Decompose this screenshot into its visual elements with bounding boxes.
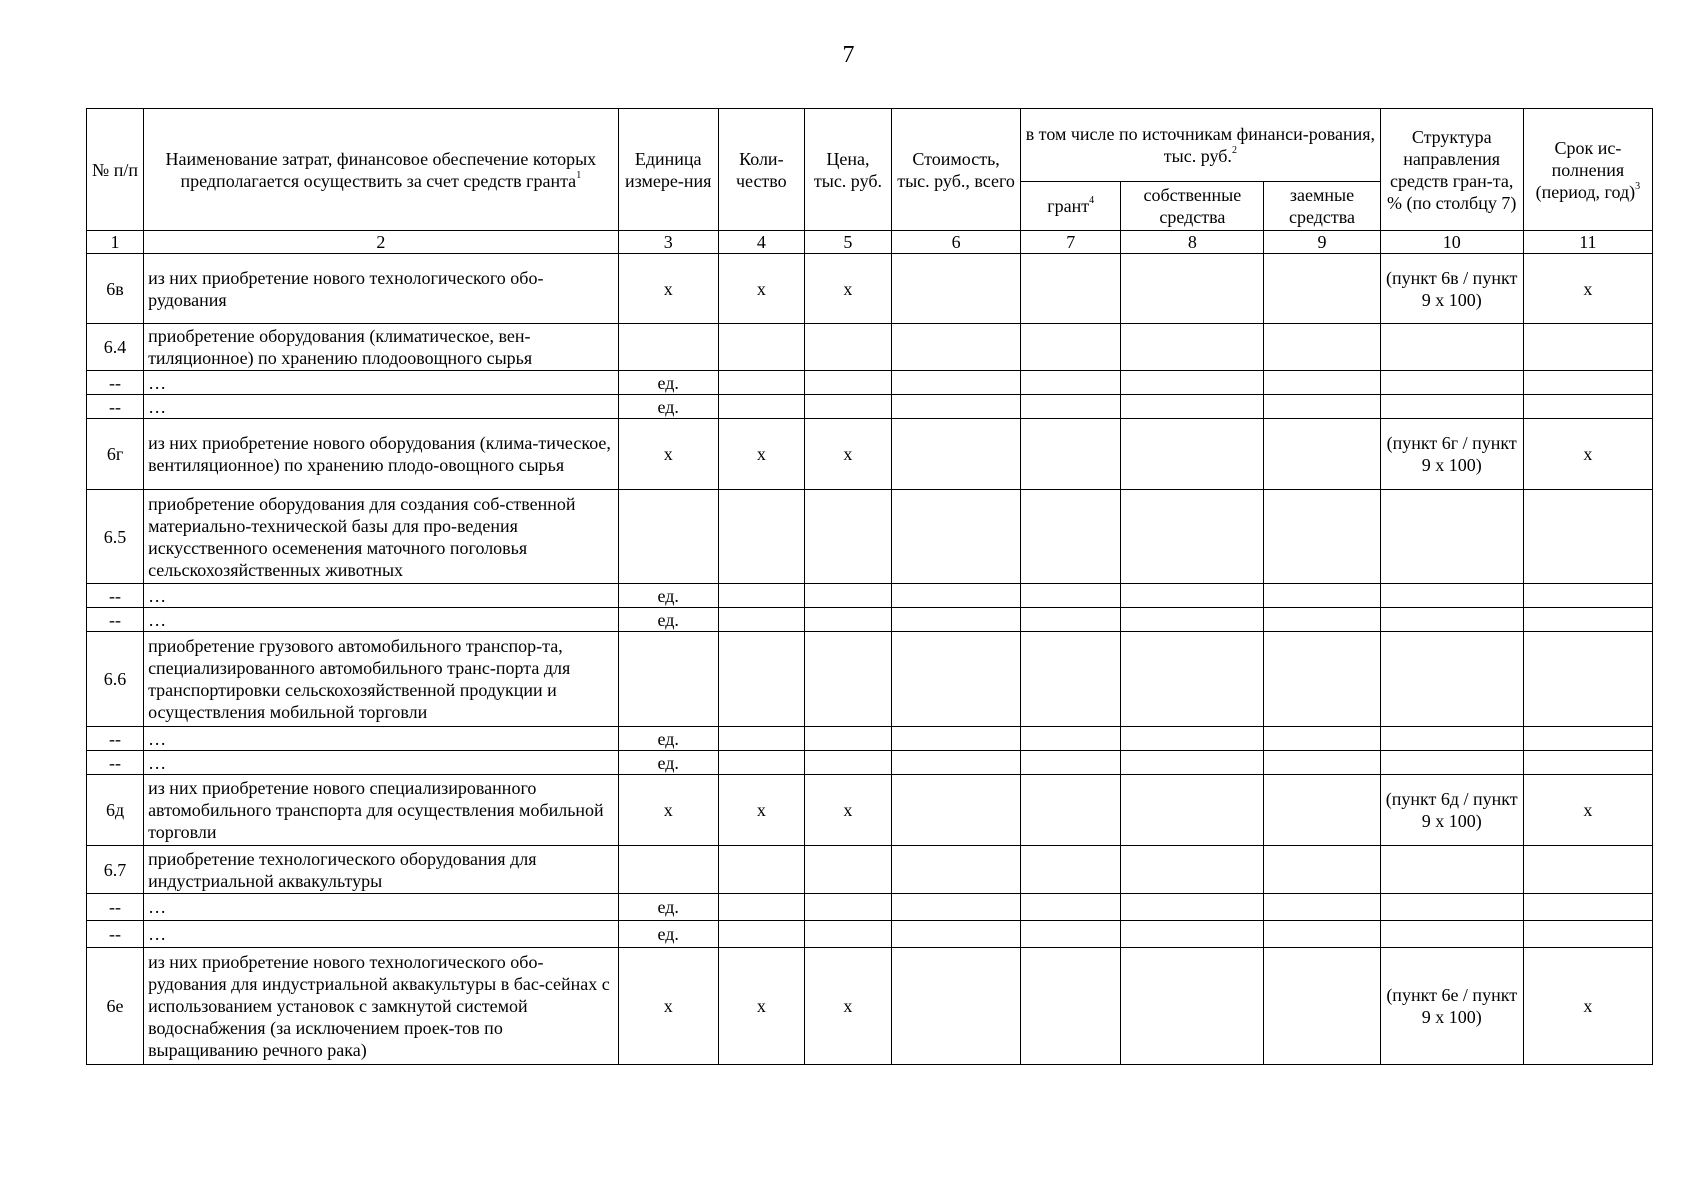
- footnote-ref-3: 3: [1635, 180, 1641, 192]
- table-row: [87, 608, 1653, 632]
- grant-cell: [1021, 395, 1121, 419]
- term-cell: [1523, 846, 1652, 894]
- loan-funds-cell: [1264, 324, 1380, 371]
- quantity-cell: х: [718, 419, 804, 490]
- own-funds-cell: [1121, 632, 1264, 727]
- own-funds-cell: [1121, 371, 1264, 395]
- quantity-cell: [718, 608, 804, 632]
- unit-cell: ед.: [618, 921, 718, 948]
- own-funds-cell: [1121, 395, 1264, 419]
- expense-name-cell: …: [144, 584, 619, 608]
- footnote-ref-1: 1: [576, 169, 582, 181]
- quantity-cell: [718, 751, 804, 775]
- loan-funds-cell: [1264, 894, 1380, 921]
- unit-cell: [618, 490, 718, 584]
- grant-cell: [1021, 324, 1121, 371]
- term-cell: [1523, 894, 1652, 921]
- header-name: [144, 109, 619, 231]
- loan-funds-cell: [1264, 371, 1380, 395]
- grant-expense-table: [86, 108, 1653, 1065]
- quantity-cell: [718, 727, 804, 751]
- loan-funds-cell: [1264, 254, 1380, 324]
- cost-cell: [891, 490, 1020, 584]
- own-funds-cell: [1121, 846, 1264, 894]
- row-number-cell: 6.4: [87, 324, 144, 371]
- price-cell: [804, 632, 891, 727]
- price-cell: х: [804, 254, 891, 324]
- row-number-cell: --: [87, 371, 144, 395]
- own-funds-cell: [1121, 775, 1264, 846]
- row-number-cell: --: [87, 751, 144, 775]
- unit-cell: х: [618, 775, 718, 846]
- structure-cell: [1380, 751, 1523, 775]
- table-row: [87, 324, 1653, 371]
- cost-cell: [891, 894, 1020, 921]
- header-price: Цена, тыс. руб.: [804, 109, 891, 231]
- grant-cell: [1021, 751, 1121, 775]
- unit-cell: ед.: [618, 894, 718, 921]
- term-cell: [1523, 632, 1652, 727]
- expense-name-cell: …: [144, 608, 619, 632]
- table-body: [87, 254, 1653, 1065]
- structure-cell: [1380, 921, 1523, 948]
- own-funds-cell: [1121, 751, 1264, 775]
- own-funds-cell: [1121, 727, 1264, 751]
- structure-cell: (пункт 6д / пункт 9 х 100): [1380, 775, 1523, 846]
- table-row: [87, 775, 1653, 846]
- header-quantity: Коли-чество: [718, 109, 804, 231]
- table-row: [87, 751, 1653, 775]
- header-row: [87, 109, 1653, 182]
- expense-name-cell: …: [144, 727, 619, 751]
- cost-cell: [891, 632, 1020, 727]
- structure-cell: [1380, 632, 1523, 727]
- structure-cell: [1380, 727, 1523, 751]
- grant-cell: [1021, 584, 1121, 608]
- column-number: 6: [891, 231, 1020, 254]
- price-cell: [804, 751, 891, 775]
- expense-name-cell: приобретение технологического оборудования для индустриальной аквакультуры: [144, 846, 619, 894]
- quantity-cell: х: [718, 775, 804, 846]
- table-row: [87, 727, 1653, 751]
- term-cell: х: [1523, 775, 1652, 846]
- column-number: 9: [1264, 231, 1380, 254]
- table-row: [87, 921, 1653, 948]
- loan-funds-cell: [1264, 751, 1380, 775]
- own-funds-cell: [1121, 948, 1264, 1065]
- expense-name-cell: из них приобретение нового оборудования (клима-тическое, вентиляционное) по хранению плодо-овощного сырья: [144, 419, 619, 490]
- column-number: 5: [804, 231, 891, 254]
- header-grant-text: грант: [1047, 196, 1090, 216]
- grant-cell: [1021, 632, 1121, 727]
- row-number-cell: --: [87, 395, 144, 419]
- quantity-cell: [718, 371, 804, 395]
- expense-name-cell: приобретение оборудования (климатическое, вен-тиляционное) по хранению плодоовощного сырья: [144, 324, 619, 371]
- row-number-cell: --: [87, 921, 144, 948]
- expense-name-cell: приобретение грузового автомобильного транспор-та, специализированного автомобильного транс-порта для транспортировки сельскохозяйственной продукции и осуществления мобильной торговли: [144, 632, 619, 727]
- header-number: № п/п: [87, 109, 144, 231]
- unit-cell: ед.: [618, 608, 718, 632]
- quantity-cell: [718, 894, 804, 921]
- grant-cell: [1021, 921, 1121, 948]
- grant-cell: [1021, 608, 1121, 632]
- footnote-ref-4: 4: [1089, 195, 1095, 206]
- header-structure: Структура направления средств гран-та, % (по столбцу 7): [1380, 109, 1523, 231]
- row-number-cell: 6г: [87, 419, 144, 490]
- footnote-ref-2: 2: [1231, 145, 1237, 156]
- term-cell: [1523, 921, 1652, 948]
- row-number-cell: --: [87, 727, 144, 751]
- structure-cell: [1380, 584, 1523, 608]
- table-row: [87, 894, 1653, 921]
- price-cell: х: [804, 948, 891, 1065]
- price-cell: [804, 921, 891, 948]
- table-row: [87, 395, 1653, 419]
- own-funds-cell: [1121, 324, 1264, 371]
- quantity-cell: [718, 846, 804, 894]
- price-cell: [804, 894, 891, 921]
- term-cell: [1523, 751, 1652, 775]
- unit-cell: ед.: [618, 751, 718, 775]
- header-name-text: Наименование затрат, финансовое обеспечение которых предполагается осуществить за счет средств гранта: [165, 148, 597, 191]
- grant-cell: [1021, 490, 1121, 584]
- quantity-cell: х: [718, 948, 804, 1065]
- unit-cell: [618, 324, 718, 371]
- price-cell: [804, 371, 891, 395]
- column-number: 4: [718, 231, 804, 254]
- header-grant: [1021, 182, 1121, 231]
- structure-cell: [1380, 490, 1523, 584]
- unit-cell: [618, 632, 718, 727]
- structure-cell: (пункт 6е / пункт 9 х 100): [1380, 948, 1523, 1065]
- row-number-cell: 6.5: [87, 490, 144, 584]
- row-number-cell: 6е: [87, 948, 144, 1065]
- grant-cell: [1021, 846, 1121, 894]
- table-row: [87, 584, 1653, 608]
- structure-cell: [1380, 324, 1523, 371]
- expense-name-cell: …: [144, 751, 619, 775]
- price-cell: х: [804, 419, 891, 490]
- unit-cell: ед.: [618, 371, 718, 395]
- cost-cell: [891, 775, 1020, 846]
- table-row: [87, 371, 1653, 395]
- expense-name-cell: из них приобретение нового технологического обо-рудования для индустриальной аквакультуры в бас-сейнах с использованием установок с замкнутой системой водоснабжения (за исключением проек-тов по выращиванию речного рака): [144, 948, 619, 1065]
- structure-cell: [1380, 846, 1523, 894]
- cost-cell: [891, 395, 1020, 419]
- row-number-cell: 6в: [87, 254, 144, 324]
- unit-cell: ед.: [618, 727, 718, 751]
- loan-funds-cell: [1264, 584, 1380, 608]
- cost-cell: [891, 846, 1020, 894]
- cost-cell: [891, 371, 1020, 395]
- term-cell: х: [1523, 254, 1652, 324]
- term-cell: [1523, 490, 1652, 584]
- unit-cell: ед.: [618, 395, 718, 419]
- expense-name-cell: …: [144, 395, 619, 419]
- cost-cell: [891, 751, 1020, 775]
- loan-funds-cell: [1264, 775, 1380, 846]
- term-cell: [1523, 395, 1652, 419]
- grant-cell: [1021, 254, 1121, 324]
- expense-name-cell: …: [144, 894, 619, 921]
- cost-cell: [891, 921, 1020, 948]
- table-row: [87, 632, 1653, 727]
- unit-cell: х: [618, 948, 718, 1065]
- loan-funds-cell: [1264, 948, 1380, 1065]
- grant-cell: [1021, 371, 1121, 395]
- cost-cell: [891, 727, 1020, 751]
- structure-cell: [1380, 608, 1523, 632]
- loan-funds-cell: [1264, 846, 1380, 894]
- term-cell: [1523, 371, 1652, 395]
- expense-name-cell: из них приобретение нового технологического обо-рудования: [144, 254, 619, 324]
- grant-cell: [1021, 727, 1121, 751]
- term-cell: [1523, 608, 1652, 632]
- quantity-cell: [718, 490, 804, 584]
- cost-cell: [891, 324, 1020, 371]
- own-funds-cell: [1121, 490, 1264, 584]
- quantity-cell: [718, 921, 804, 948]
- header-loan-funds: заемные средства: [1264, 182, 1380, 231]
- quantity-cell: [718, 395, 804, 419]
- price-cell: [804, 324, 891, 371]
- header-sources-text: в том числе по источникам финанси-рования, тыс. руб.: [1025, 124, 1376, 166]
- table-row: [87, 490, 1653, 584]
- header-unit: Единица измере-ния: [618, 109, 718, 231]
- row-number-cell: 6.7: [87, 846, 144, 894]
- own-funds-cell: [1121, 584, 1264, 608]
- loan-funds-cell: [1264, 727, 1380, 751]
- cost-cell: [891, 608, 1020, 632]
- expense-name-cell: …: [144, 921, 619, 948]
- table-row: [87, 948, 1653, 1065]
- column-number: 10: [1380, 231, 1523, 254]
- table-row: [87, 254, 1653, 324]
- header-term: [1523, 109, 1652, 231]
- column-number: 7: [1021, 231, 1121, 254]
- row-number-cell: --: [87, 584, 144, 608]
- structure-cell: (пункт 6г / пункт 9 х 100): [1380, 419, 1523, 490]
- expense-name-cell: …: [144, 371, 619, 395]
- header-term-text: Срок ис-полнения (период, год): [1535, 137, 1636, 202]
- unit-cell: х: [618, 419, 718, 490]
- loan-funds-cell: [1264, 490, 1380, 584]
- own-funds-cell: [1121, 419, 1264, 490]
- grant-cell: [1021, 894, 1121, 921]
- term-cell: [1523, 584, 1652, 608]
- cost-cell: [891, 584, 1020, 608]
- row-number-cell: --: [87, 608, 144, 632]
- cost-cell: [891, 948, 1020, 1065]
- cost-cell: [891, 254, 1020, 324]
- header-cost: Стоимость, тыс. руб., всего: [891, 109, 1020, 231]
- price-cell: [804, 608, 891, 632]
- loan-funds-cell: [1264, 632, 1380, 727]
- structure-cell: [1380, 371, 1523, 395]
- loan-funds-cell: [1264, 608, 1380, 632]
- structure-cell: (пункт 6в / пункт 9 х 100): [1380, 254, 1523, 324]
- price-cell: [804, 490, 891, 584]
- grant-cell: [1021, 419, 1121, 490]
- price-cell: [804, 584, 891, 608]
- quantity-cell: [718, 632, 804, 727]
- term-cell: х: [1523, 419, 1652, 490]
- term-cell: [1523, 727, 1652, 751]
- column-number: 8: [1121, 231, 1264, 254]
- header-sources: [1021, 109, 1380, 182]
- page-number: 7: [842, 42, 855, 68]
- price-cell: [804, 395, 891, 419]
- grant-cell: [1021, 775, 1121, 846]
- row-number-cell: --: [87, 894, 144, 921]
- price-cell: х: [804, 775, 891, 846]
- price-cell: [804, 727, 891, 751]
- column-number: 1: [87, 231, 144, 254]
- unit-cell: х: [618, 254, 718, 324]
- table-row: [87, 419, 1653, 490]
- column-number-row: [87, 231, 1653, 254]
- own-funds-cell: [1121, 608, 1264, 632]
- column-number: 2: [144, 231, 619, 254]
- structure-cell: [1380, 395, 1523, 419]
- quantity-cell: х: [718, 254, 804, 324]
- own-funds-cell: [1121, 894, 1264, 921]
- column-number: 3: [618, 231, 718, 254]
- grant-cell: [1021, 948, 1121, 1065]
- row-number-cell: 6д: [87, 775, 144, 846]
- unit-cell: ед.: [618, 584, 718, 608]
- header-own-funds: собственные средства: [1121, 182, 1264, 231]
- row-number-cell: 6.6: [87, 632, 144, 727]
- structure-cell: [1380, 894, 1523, 921]
- loan-funds-cell: [1264, 395, 1380, 419]
- quantity-cell: [718, 584, 804, 608]
- term-cell: [1523, 324, 1652, 371]
- column-number: 11: [1523, 231, 1652, 254]
- quantity-cell: [718, 324, 804, 371]
- price-cell: [804, 846, 891, 894]
- own-funds-cell: [1121, 254, 1264, 324]
- cost-cell: [891, 419, 1020, 490]
- table-row: [87, 846, 1653, 894]
- term-cell: х: [1523, 948, 1652, 1065]
- expense-name-cell: из них приобретение нового специализированного автомобильного транспорта для осуществления мобильной торговли: [144, 775, 619, 846]
- expense-name-cell: приобретение оборудования для создания соб-ственной материально-технической базы для про-ведения искусственного осеменения маточного поголовья сельскохозяйственных животных: [144, 490, 619, 584]
- own-funds-cell: [1121, 921, 1264, 948]
- unit-cell: [618, 846, 718, 894]
- loan-funds-cell: [1264, 921, 1380, 948]
- loan-funds-cell: [1264, 419, 1380, 490]
